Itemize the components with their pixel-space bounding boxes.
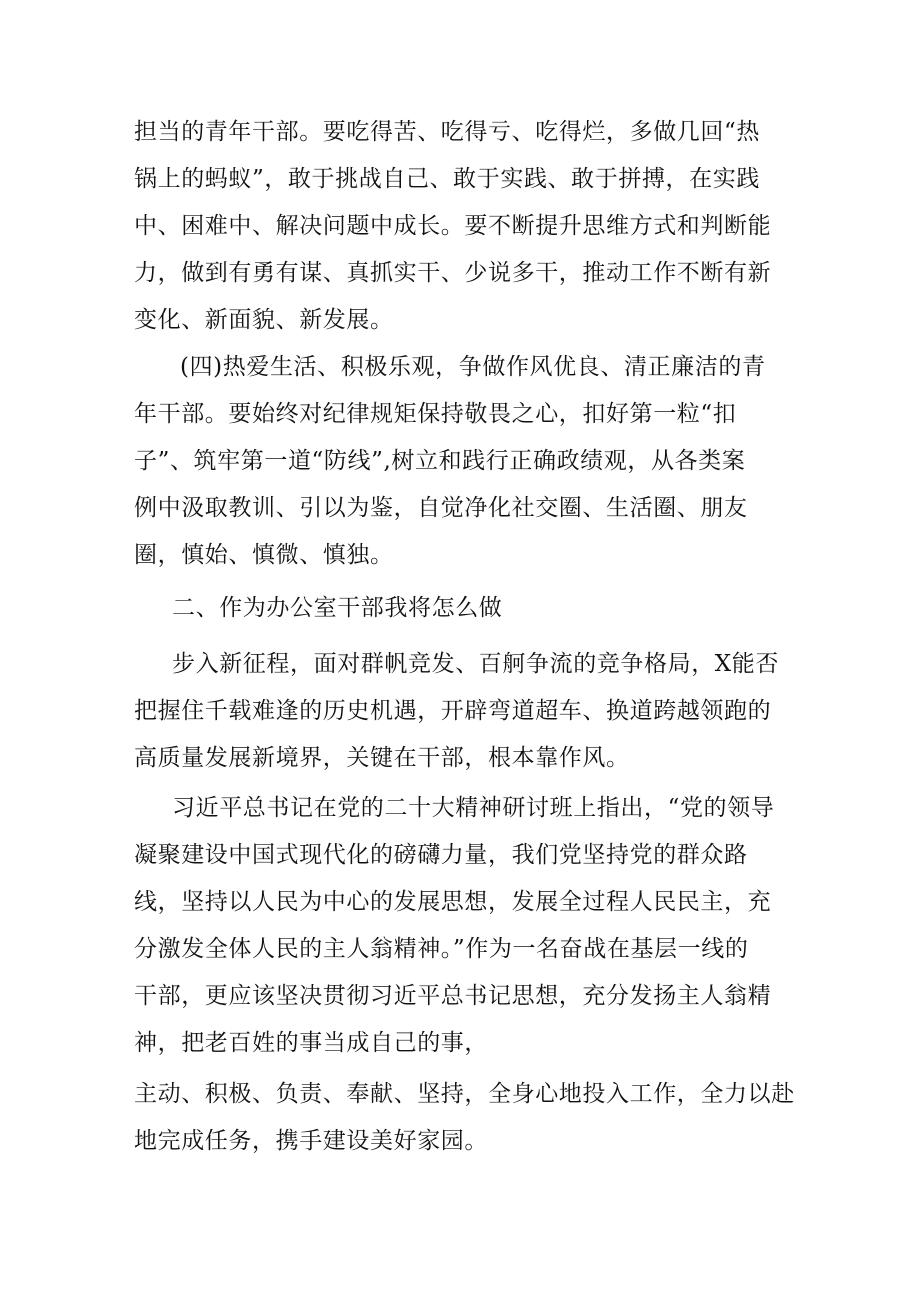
section-two-heading: 二、作为办公室干部我将怎么做 [172, 595, 503, 621]
text-line-9: 例中汲取教训、引以为鉴，自觉净化社交圈、生活圈、朋友 [134, 495, 748, 521]
text-line-12: 步入新征程，面对群帆竞发、百舸争流的竞争格局，X能否 [172, 651, 779, 677]
text-line-14: 高质量发展新境界，关键在干部，根本靠作风。 [134, 745, 630, 771]
text-line-1: 担当的青年干部。要吃得苦、吃得亏、吃得烂，多做几回“热 [134, 119, 760, 145]
text-line-2: 锅上的蚂蚁”，敢于挑战自己、敢于实践、敢于拼搏，在实践 [134, 166, 760, 192]
text-line-15: 习近平总书记在党的二十大精神研讨班上指出，“党的领导 [172, 795, 775, 821]
text-line-4: 力，做到有勇有谋、真抓实干、少说多干，推动工作不断有新 [134, 260, 772, 286]
text-line-16: 凝聚建设中国式现代化的磅礴力量，我们党坚持党的群众路 [134, 842, 748, 868]
text-line-19: 干部，更应该坚决贯彻习近平总书记思想，充分发扬主人翁精 [134, 983, 772, 1009]
text-line-10: 圈，慎始、慎微、慎独。 [134, 542, 394, 568]
text-line-13: 把握住千载难逢的历史机遇，开辟弯道超车、换道跨越领跑的 [134, 698, 772, 724]
text-line-21: 主动、积极、负责、奉献、坚持，全身心地投入工作，全力以赴 [134, 1081, 795, 1107]
text-line-7: 年干部。要始终对纪律规矩保持敬畏之心，扣好第一粒“扣 [134, 401, 737, 427]
text-line-8: 子”、筑牢第一道“防线”,树立和践行正确政绩观，从各类案 [134, 448, 746, 474]
text-line-20: 神，把老百姓的事当成自己的事， [134, 1030, 488, 1056]
text-line-17: 线，坚持以人民为中心的发展思想，发展全过程人民民主，充 [134, 889, 772, 915]
section-four-heading-line: (四)热爱生活、积极乐观，争做作风优良、清正廉洁的青 [180, 354, 766, 380]
text-line-5: 变化、新面貌、新发展。 [134, 307, 394, 333]
text-line-22: 地完成任务，携手建设美好家园。 [134, 1128, 488, 1154]
text-line-3: 中、困难中、解决问题中成长。要不断提升思维方式和判断能 [134, 213, 772, 239]
text-line-18: 分激发全体人民的主人翁精神。”作为一名奋战在基层一线的 [134, 936, 749, 962]
